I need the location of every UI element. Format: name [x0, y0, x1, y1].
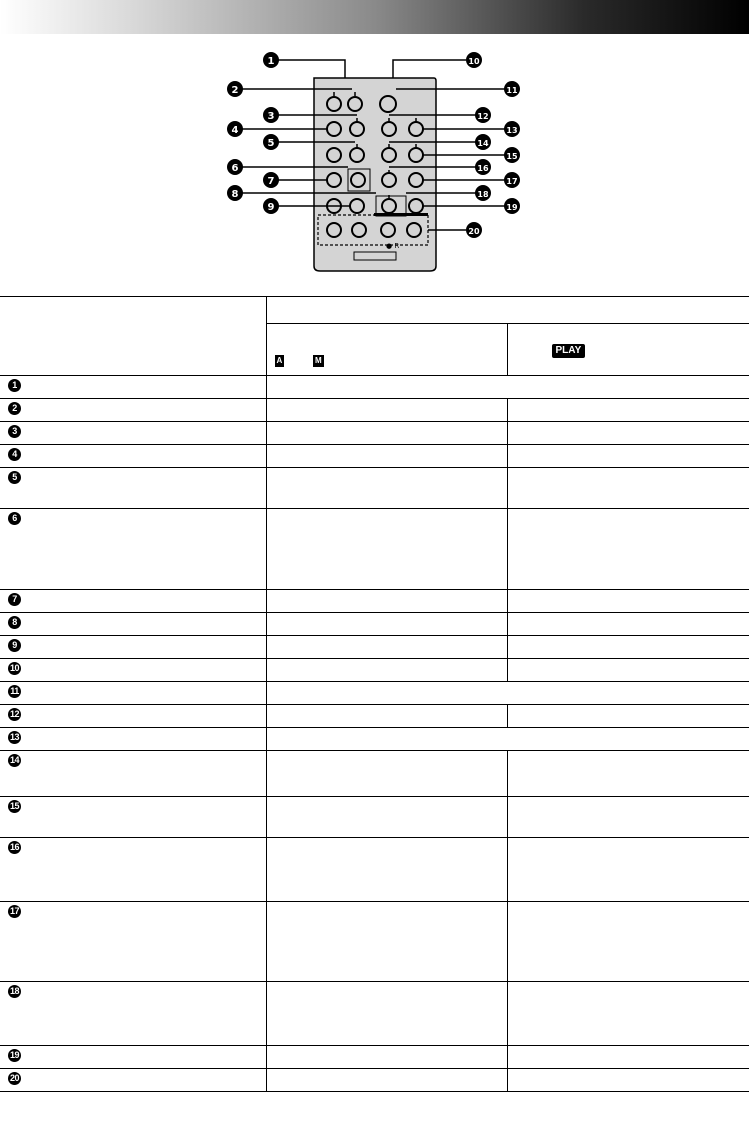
table-row	[0, 982, 749, 1046]
table-cell	[0, 1069, 266, 1092]
table-cell	[507, 590, 749, 613]
callout-number-icon: 7	[8, 593, 21, 606]
table-row	[0, 422, 749, 445]
table-cell	[0, 982, 266, 1046]
table-cell	[507, 399, 749, 422]
svg-text:11: 11	[506, 86, 518, 95]
callout-number-icon: 13	[9, 732, 19, 742]
svg-text:13: 13	[506, 126, 518, 135]
svg-text:12: 12	[477, 112, 489, 121]
svg-text:5: 5	[267, 138, 275, 149]
table-cell	[0, 682, 266, 705]
table-cell	[266, 422, 507, 445]
table-header-row-1	[0, 297, 749, 324]
callout-number-icon: 2	[8, 402, 21, 415]
table-cell	[0, 590, 266, 613]
table-row	[0, 705, 749, 728]
table-cell	[0, 399, 266, 422]
table-cell	[507, 1046, 749, 1069]
table-cell	[266, 838, 507, 902]
table-row	[0, 751, 749, 797]
callout-number-icon: 5	[8, 471, 21, 484]
manual-mode-badge: M	[314, 356, 322, 365]
table-cell	[266, 590, 507, 613]
table-cell	[507, 751, 749, 797]
table-row	[0, 728, 749, 751]
callout-number-icon: 16	[9, 842, 19, 852]
callout-number-icon: 6	[8, 512, 21, 525]
table-cell	[266, 509, 507, 590]
table-cell	[266, 751, 507, 797]
svg-text:10: 10	[468, 57, 480, 66]
table-cell	[0, 468, 266, 509]
svg-text:9: 9	[267, 202, 275, 213]
callout-number-icon: 12	[9, 709, 19, 719]
table-cell	[0, 797, 266, 838]
table-row	[0, 636, 749, 659]
table-row	[0, 659, 749, 682]
callout-number-icon: 14	[9, 755, 19, 765]
table-cell	[266, 376, 749, 399]
table-cell	[266, 902, 507, 982]
table-cell	[507, 982, 749, 1046]
svg-text:1: 1	[267, 56, 275, 67]
svg-text:6: 6	[231, 163, 239, 174]
button-function-table	[0, 296, 749, 1092]
table-cell	[0, 902, 266, 982]
table-cell	[266, 468, 507, 509]
table-cell	[0, 509, 266, 590]
header-gradient-bar	[0, 0, 749, 34]
table-cell	[507, 902, 749, 982]
table-cell	[266, 1069, 507, 1092]
table-cell	[266, 659, 507, 682]
svg-text:7: 7	[267, 176, 275, 187]
table-cell	[0, 636, 266, 659]
table-cell	[0, 1046, 266, 1069]
table-cell	[507, 613, 749, 636]
table-cell	[266, 445, 507, 468]
svg-text:● R: ● R	[386, 242, 400, 250]
play-mode-badge: PLAY	[552, 344, 586, 358]
callout-number-icon: 3	[8, 425, 21, 438]
table-row	[0, 1069, 749, 1092]
callout-number-icon: 17	[9, 906, 19, 916]
table-cell	[0, 751, 266, 797]
table-row	[0, 399, 749, 422]
remote-control-illustration	[0, 34, 749, 296]
table-cell	[507, 1069, 749, 1092]
table-cell	[0, 376, 266, 399]
header-play-mode	[507, 324, 749, 376]
table-cell	[0, 705, 266, 728]
table-cell	[266, 613, 507, 636]
table-cell	[266, 636, 507, 659]
table-cell	[266, 399, 507, 422]
svg-text:20: 20	[468, 227, 480, 236]
table-cell	[266, 982, 507, 1046]
svg-text:2: 2	[231, 85, 239, 96]
callout-number-icon: 15	[9, 801, 19, 811]
svg-text:15: 15	[506, 152, 518, 161]
table-row	[0, 445, 749, 468]
table-cell	[0, 728, 266, 751]
svg-text:3: 3	[267, 111, 275, 122]
table-cell	[266, 728, 749, 751]
table-cell	[266, 1046, 507, 1069]
table-row	[0, 838, 749, 902]
svg-text:19: 19	[506, 203, 518, 212]
svg-text:4: 4	[231, 125, 239, 136]
table-cell	[507, 838, 749, 902]
table-cell	[0, 613, 266, 636]
svg-text:18: 18	[477, 190, 489, 199]
header-function-group	[266, 297, 749, 324]
callout-number-icon: 1	[8, 379, 21, 392]
table-row	[0, 1046, 749, 1069]
table-row	[0, 376, 749, 399]
table-cell	[266, 682, 749, 705]
callout-number-icon: 9	[8, 639, 21, 652]
callout-number-icon: 18	[9, 986, 19, 996]
callout-number-icon: 8	[8, 616, 21, 629]
table-cell	[507, 659, 749, 682]
svg-text:14: 14	[477, 139, 489, 148]
table-cell	[507, 422, 749, 445]
table-row	[0, 468, 749, 509]
table-row	[0, 902, 749, 982]
svg-text:8: 8	[231, 189, 239, 200]
remote-control-diagram	[0, 34, 749, 296]
table-row	[0, 509, 749, 590]
table-row	[0, 797, 749, 838]
svg-text:16: 16	[477, 164, 489, 173]
auto-mode-badge: A	[276, 356, 283, 365]
table-row	[0, 613, 749, 636]
table-cell	[507, 445, 749, 468]
callout-number-icon: 4	[8, 448, 21, 461]
table-cell	[266, 797, 507, 838]
header-button-column	[0, 297, 266, 376]
table-cell	[507, 797, 749, 838]
callout-number-icon: 19	[9, 1050, 19, 1060]
table-row	[0, 682, 749, 705]
table-cell	[507, 509, 749, 590]
table-cell	[0, 445, 266, 468]
table-cell	[507, 636, 749, 659]
table-cell	[507, 468, 749, 509]
callout-number-icon: 10	[9, 663, 19, 673]
callout-number-icon: 11	[8, 685, 21, 698]
table-cell	[266, 705, 507, 728]
table-cell	[0, 422, 266, 445]
header-record-mode	[266, 324, 507, 376]
callout-number-icon: 20	[9, 1073, 19, 1083]
svg-text:17: 17	[506, 177, 518, 186]
table-row	[0, 590, 749, 613]
table-cell	[0, 659, 266, 682]
table-cell	[0, 838, 266, 902]
table-cell	[507, 705, 749, 728]
